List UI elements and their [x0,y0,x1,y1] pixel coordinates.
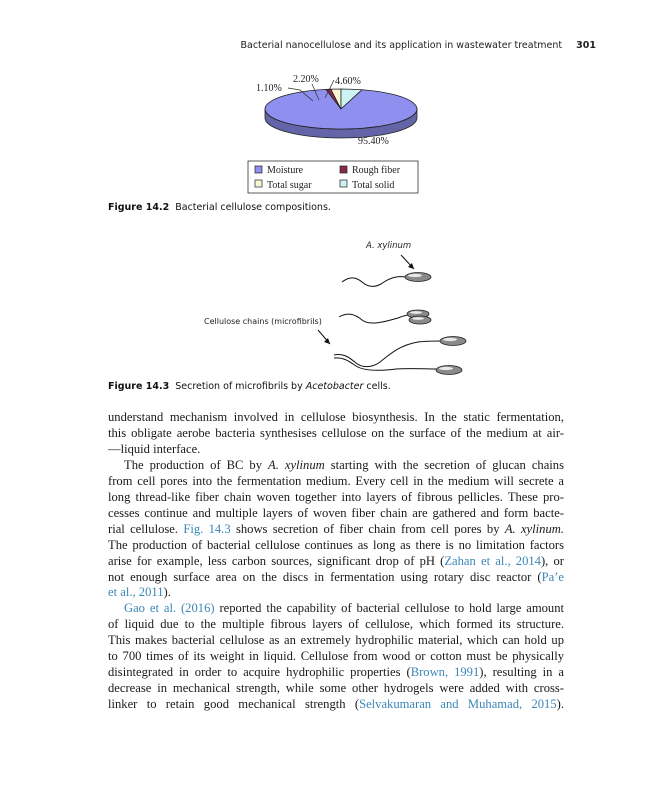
text-line: from cell pores into the fermentation medium. Every cell in the medium will secrete a [108,473,564,488]
chain-3a [334,341,442,367]
text-line: This makes bacterial cellulose as an extremely hydrophilic material, which can hold up [108,633,564,648]
text-line: cesses continue and multiple layers of woven fiber chain are gathered and form bacte- [108,505,564,520]
text-line: arise for example, less carbon sources, significant drop of pH (Zahan et al., 2014), or [108,553,564,568]
chain-3b [334,358,436,370]
figure-14-3-caption-italic: Acetobacter [305,381,364,392]
citation-link[interactable]: Fig. 14.3 [183,521,231,536]
figure-14-2-caption-text: Bacterial cellulose compositions. [175,202,331,213]
text-line: of liquid due to the multiple fibrous layers of cellulose, which formed its structure. [108,617,564,632]
figure-14-3-caption-text: Secretion of microfibrils by [175,381,306,392]
legend-total-sugar: Total sugar [267,180,312,191]
cell-3a [440,337,466,346]
paragraph-3 [108,601,564,713]
text-line: decrease in mechanical strength, while some other hydrogels were added with cross- [108,681,564,696]
cell-3b [436,366,462,375]
citation-link[interactable]: Zahan et al., 2014 [444,553,541,568]
text-line: The production of BC by A. xylinum starting with the secretion of glucan chains [124,457,564,472]
label-total-sugar: 2.20% [293,74,319,85]
figure-14-2-caption-label: Figure 14.2 [108,202,170,213]
chain-2 [339,314,409,323]
text-line: Gao et al. (2016) reported the capability of bacterial cellulose to hold large amount [124,601,565,616]
pie-legend [248,161,418,193]
legend-swatch-rough-fiber [340,166,347,173]
text-line: The production of bacterial cellulose continues as long as there is no limitation factors [108,537,564,552]
legend-moisture: Moisture [267,165,304,176]
legend-swatch-moisture [255,166,262,173]
figure-14-3-caption [108,381,391,392]
legend-swatch-total-solid [340,180,347,187]
label-total-solid: 4.60% [335,76,361,87]
text-line: understand mechanism involved in cellulose biosynthesis. In the static fermentation, [108,410,564,424]
figure-14-3-illustration [204,241,466,375]
pie-layer [265,89,417,138]
text-line: to 700 times of its weight in liquid. Cellulose from wood or cotton must be physically [108,649,564,664]
chain-1 [342,277,406,287]
text-line: rial cellulose. Fig. 14.3 shows secretion of fiber chain from cell pores by A. xylinum. [108,521,564,536]
citation-link[interactable]: et al., 2011 [108,585,164,600]
citation-link[interactable]: Selvakumaran and Muhamad, 2015 [359,697,557,712]
paragraph-1 [108,410,564,458]
figure-14-3-caption-label: Figure 14.3 [108,381,170,392]
legend-swatch-total-sugar [255,180,262,187]
text-line: disintegrated in order to acquire hydrophilic properties (Brown, 1991), resulting in a [108,665,564,680]
label-cellulose-chains: Cellulose chains (microfibrils) [204,317,322,326]
legend-total-solid: Total solid [352,180,395,191]
body-text [108,410,564,713]
text-line: linker to retain good mechanical strength (Selvakumaran and Muhamad, 2015). [108,697,564,712]
label-rough-fiber: 1.10% [256,83,282,94]
figure-14-3-caption-end: cells. [363,381,391,392]
text-line: long thread-like fiber chain woven together into layers of fibrous pellicles. These pro- [108,489,564,504]
label-a-xylinum: A. xylinum [366,241,412,251]
figure-14-2-caption [108,202,331,213]
label-moisture: 95.40% [358,136,389,147]
text-line: —liquid interface. [108,441,201,456]
cell-1 [405,273,431,282]
citation-link[interactable]: Pa’e [541,569,564,584]
citation-link[interactable]: Brown, 1991 [410,665,480,680]
text-line: not enough surface area on the discs in fermentation using rotary disc reactor (Pa’e [108,569,564,584]
paragraph-2 [108,458,564,602]
text-line: et al., 2011). [108,585,171,600]
citation-link[interactable]: Gao et al. (2016) [124,601,215,616]
legend-rough-fiber: Rough fiber [352,165,401,176]
text-line: this obligate aerobe bacteria synthesises cellulose on the surface of the medium at air- [108,425,564,440]
page-number: 301 [576,40,596,51]
running-title: Bacterial nanocellulose and its application in wastewater treatment [240,40,563,51]
